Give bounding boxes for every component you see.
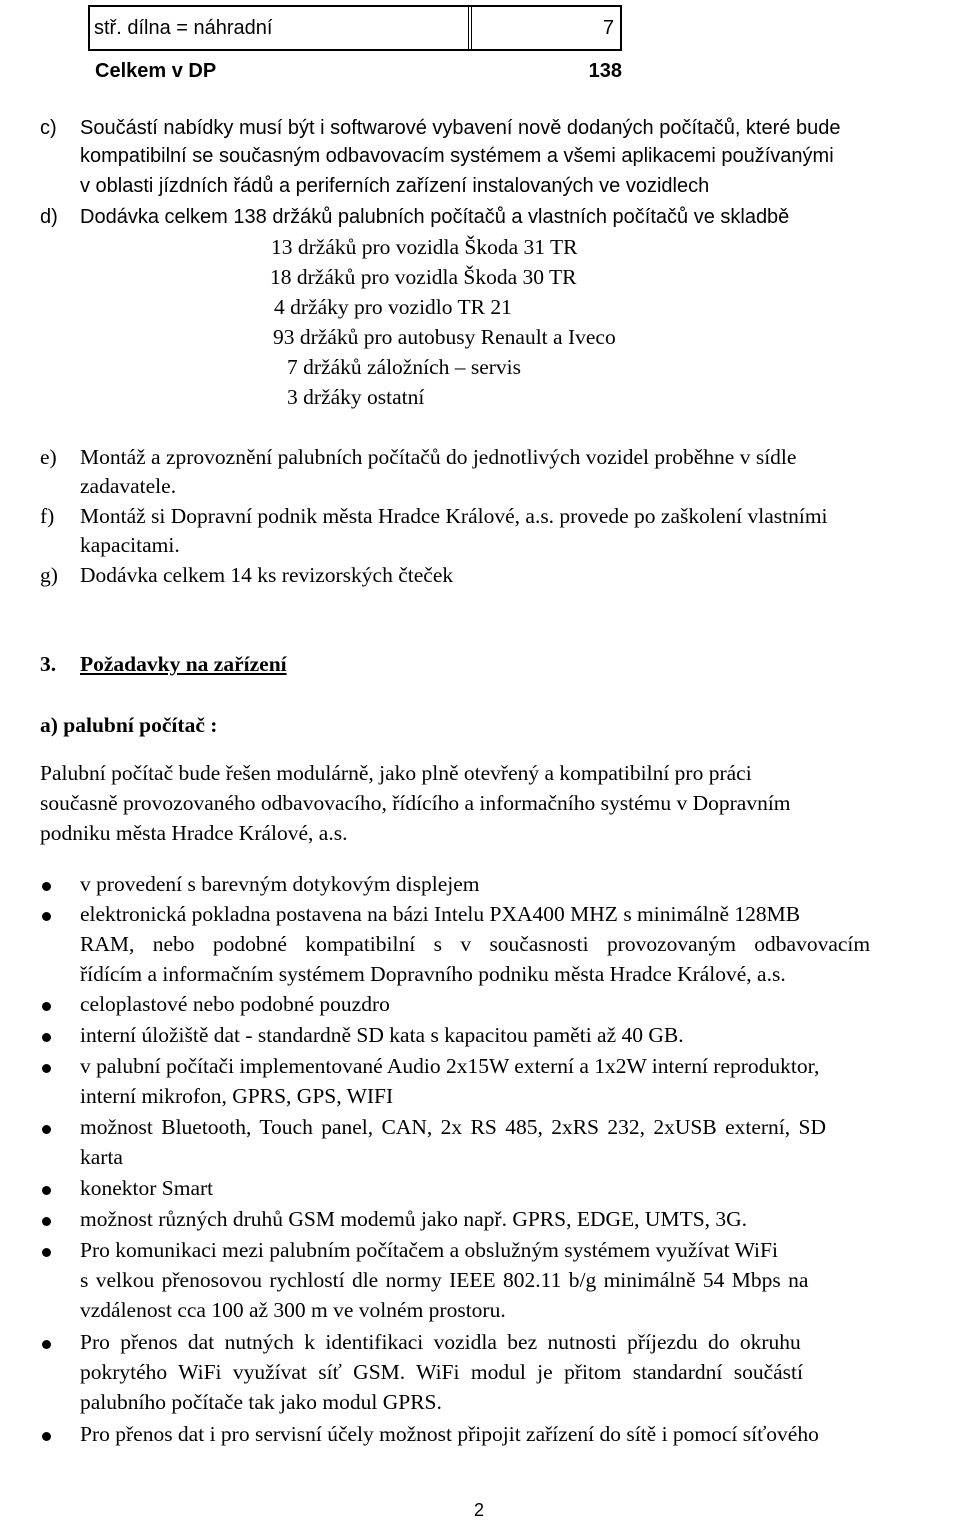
section-e-marker: e) — [40, 445, 57, 469]
section-f-line: Montáž si Dopravní podnik města Hradce Králové, a.s. provede po zaškolení vlastními — [80, 504, 828, 528]
table-divider — [468, 7, 472, 49]
section-e-line: zadavatele. — [80, 474, 177, 498]
section-f-line: kapacitami. — [80, 533, 180, 557]
bullet-icon — [42, 1033, 51, 1042]
section-c-line: Součástí nabídky musí být i softwarové vybavení nově dodaných počítačů, které bude — [80, 117, 841, 139]
section-c-marker: c) — [40, 117, 57, 139]
section-g-line: Dodávka celkem 14 ks revizorských čteček — [80, 563, 454, 587]
table-row1-label: stř. dílna = náhradní — [94, 17, 273, 39]
bullet-icon — [42, 1432, 51, 1441]
table-row1-value: 7 — [602, 17, 614, 39]
summary-table — [88, 5, 622, 51]
section-c-line: kompatibilní se současným odbavovacím systémem a všemi aplikacemi používanými — [80, 145, 834, 167]
bullet-icon — [42, 1186, 51, 1195]
bullet-icon — [42, 882, 51, 891]
holder-item: 18 držáků pro vozidla Škoda 30 TR — [270, 265, 577, 289]
section-d-marker: d) — [40, 206, 58, 228]
table-row2-label: Celkem v DP — [95, 60, 217, 82]
bullet-line: konektor Smart — [80, 1176, 214, 1200]
bullet-line: Pro přenos dat i pro servisní účely možnost připojit zařízení do sítě i pomocí síťového — [80, 1422, 819, 1446]
bullet-line: řídícím a informačním systémem Dopravního podniku města Hradce Králové, a.s. — [80, 962, 786, 986]
bullet-line: pokrytého WiFi využívat síť GSM. WiFi modul je přitom standardní součástí — [80, 1360, 803, 1384]
bullet-line: možnost různých druhů GSM modemů jako např. GPRS, EDGE, UMTS, 3G. — [80, 1207, 748, 1231]
bullet-line: karta — [80, 1145, 123, 1169]
section-f-marker: f) — [40, 504, 55, 528]
intro-line: podniku města Hradce Králové, a.s. — [40, 821, 348, 845]
bullet-line: RAM, nebo podobné kompatibilní s v současnosti provozovaným odbavovacím — [80, 932, 871, 956]
section-number: 3. — [40, 652, 57, 676]
holder-item: 4 držáky pro vozidlo TR 21 — [274, 295, 512, 319]
bullet-icon — [42, 1248, 51, 1257]
page-number: 2 — [474, 1500, 485, 1520]
bullet-line: celoplastové nebo podobné pouzdro — [80, 992, 390, 1016]
section-c-line: v oblasti jízdních řádů a periferních zařízení instalovaných ve vozidlech — [80, 175, 710, 197]
bullet-icon — [42, 1064, 51, 1073]
bullet-line: s velkou přenosovou rychlostí dle normy IEEE 802.11 b/g minimálně 54 Mbps na — [80, 1268, 809, 1292]
bullet-line: interní mikrofon, GPRS, GPS, WIFI — [80, 1084, 394, 1108]
section-g-marker: g) — [40, 563, 58, 587]
holder-item: 3 držáky ostatní — [287, 385, 425, 409]
intro-line: současně provozovaného odbavovacího, řídícího a informačního systému v Dopravním — [40, 791, 791, 815]
holder-item: 93 držáků pro autobusy Renault a Iveco — [273, 325, 616, 349]
bullet-icon — [42, 1125, 51, 1134]
bullet-line: vzdálenost cca 100 až 300 m ve volném prostoru. — [80, 1298, 506, 1322]
bullet-line: Pro komunikaci mezi palubním počítačem a obslužným systémem využívat WiFi — [80, 1238, 778, 1262]
holder-item: 7 držáků záložních – servis — [287, 355, 522, 379]
bullet-line: palubního počítače tak jako modul GPRS. — [80, 1390, 442, 1414]
bullet-icon — [42, 912, 51, 921]
section-e-line: Montáž a zprovoznění palubních počítačů do jednotlivých vozidel proběhne v sídle — [80, 445, 797, 469]
bullet-icon — [42, 1002, 51, 1011]
subheading: a) palubní počítač : — [40, 713, 218, 737]
bullet-line: v provedení s barevným dotykovým displejem — [80, 872, 480, 896]
bullet-line: interní úložiště dat - standardně SD kata s kapacitou paměti až 40 GB. — [80, 1023, 684, 1047]
bullet-line: Pro přenos dat nutných k identifikaci vozidla bez nutnosti příjezdu do okruhu — [80, 1330, 801, 1354]
bullet-icon — [42, 1217, 51, 1226]
intro-line: Palubní počítač bude řešen modulárně, jako plně otevřený a kompatibilní pro práci — [40, 761, 752, 785]
holder-item: 13 držáků pro vozidla Škoda 31 TR — [271, 235, 578, 259]
section-title: Požadavky na zařízení — [80, 652, 287, 676]
bullet-line: možnost Bluetooth, Touch panel, CAN, 2x RS 485, 2xRS 232, 2xUSB externí, SD — [80, 1115, 826, 1139]
bullet-icon — [42, 1340, 51, 1349]
bullet-line: elektronická pokladna postavena na bázi Intelu PXA400 MHZ s minimálně 128MB — [80, 902, 801, 926]
table-row2-value: 138 — [588, 60, 622, 82]
bullet-line: v palubní počítači implementované Audio 2x15W externí a 1x2W interní reproduktor, — [80, 1054, 820, 1078]
section-d-line: Dodávka celkem 138 držáků palubních počítačů a vlastních počítačů ve skladbě — [80, 206, 790, 228]
